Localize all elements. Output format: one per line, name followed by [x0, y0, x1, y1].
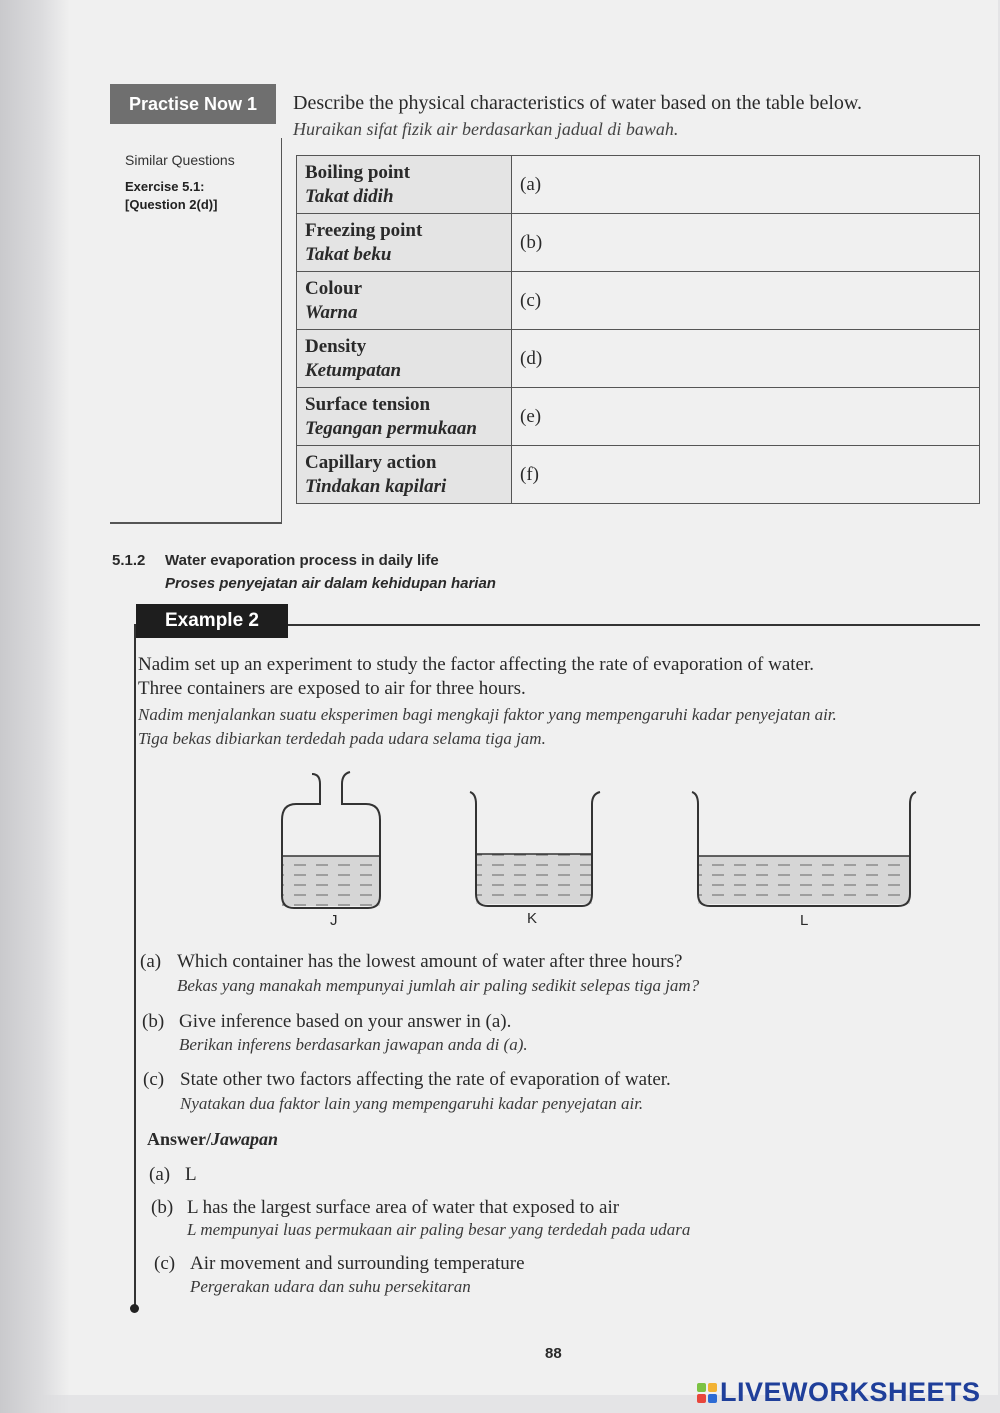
- section-title-malay: Proses penyejatan air dalam kehidupan harian: [165, 575, 496, 592]
- similar-questions-heading: Similar Questions: [125, 152, 235, 168]
- property-name-malay: Tindakan kapilari: [305, 475, 447, 497]
- container-k: [470, 792, 600, 906]
- question-a-label: (a): [140, 951, 162, 972]
- similar-exercise-ref: [125, 178, 217, 214]
- section-number: 5.1.2: [112, 552, 146, 569]
- practise-description-malay: Huraikan sifat fizik air berdasarkan jadual di bawah.: [293, 119, 679, 139]
- container-label-j: J: [330, 912, 338, 929]
- table-row: [297, 446, 980, 504]
- answer-cell-f[interactable]: (f): [512, 446, 980, 504]
- property-name: Colour: [305, 277, 362, 299]
- property-name-malay: Takat beku: [305, 243, 392, 265]
- property-cell: [297, 214, 512, 272]
- example-end-dot: [130, 1304, 139, 1313]
- question-b-malay: Berikan inferens berdasarkan jawapan anda di (a).: [179, 1035, 528, 1054]
- answer-b-malay: L mempunyai luas permukaan air paling besar yang terdedah pada udara: [187, 1220, 691, 1239]
- exercise-line: Exercise 5.1:: [125, 179, 205, 194]
- question-b-label: (b): [142, 1011, 165, 1032]
- property-cell: [297, 156, 512, 214]
- example-intro-line2: Three containers are exposed to air for three hours.: [138, 678, 526, 699]
- container-label-l: L: [800, 912, 809, 929]
- property-cell: [297, 446, 512, 504]
- liveworksheets-logo-icon: [696, 1382, 718, 1404]
- practise-now-label: Practise Now 1: [110, 84, 276, 124]
- answer-c-malay: Pergerakan udara dan suhu persekitaran: [190, 1277, 471, 1296]
- section-title: Water evaporation process in daily life: [165, 552, 439, 569]
- example-left-rule: [134, 624, 136, 1310]
- liveworksheets-watermark: [696, 1377, 981, 1408]
- container-l: [692, 792, 916, 906]
- answer-b-text: L has the largest surface area of water that exposed to air: [187, 1197, 620, 1218]
- container-j: [282, 772, 380, 908]
- question-a-malay: Bekas yang manakah mempunyai jumlah air paling sedikit selepas tiga jam?: [177, 976, 700, 995]
- property-name-malay: Warna: [305, 301, 358, 323]
- question-a-text: Which container has the lowest amount of water after three hours?: [177, 951, 683, 972]
- question-ref-line: [Question 2(d)]: [125, 197, 218, 212]
- example-intro-line1: Nadim set up an experiment to study the factor affecting the rate of evaporation of water.: [138, 654, 815, 675]
- container-label-k: K: [527, 910, 538, 927]
- answer-cell-a[interactable]: (a): [512, 156, 980, 214]
- property-cell: [297, 330, 512, 388]
- property-name: Surface tension: [305, 393, 431, 415]
- property-name-malay: Tegangan permukaan: [305, 417, 477, 439]
- answer-cell-b[interactable]: (b): [512, 214, 980, 272]
- question-c-malay: Nyatakan dua faktor lain yang mempengaruhi kadar penyejatan air.: [180, 1094, 644, 1113]
- example-label: Example 2: [136, 604, 288, 638]
- table-row: [297, 214, 980, 272]
- answer-b-label: (b): [151, 1197, 174, 1218]
- answer-cell-e[interactable]: (e): [512, 388, 980, 446]
- example-intro-malay-line2: Tiga bekas dibiarkan terdedah pada udara selama tiga jam.: [138, 729, 546, 748]
- answer-heading: [147, 1129, 278, 1150]
- similar-questions-panel: [110, 138, 282, 524]
- page-binding-shadow: [0, 0, 70, 1413]
- property-name-malay: Ketumpatan: [305, 359, 402, 381]
- question-c-text: State other two factors affecting the rate of evaporation of water.: [180, 1069, 671, 1090]
- question-b-text: Give inference based on your answer in (a).: [179, 1011, 512, 1032]
- example-intro-malay-line1: Nadim menjalankan suatu eksperimen bagi mengkaji faktor yang mempengaruhi kadar penyejatan air.: [138, 705, 837, 724]
- table-row: [297, 330, 980, 388]
- answer-c-label: (c): [154, 1253, 176, 1274]
- page-number: 88: [545, 1345, 562, 1362]
- property-name: Boiling point: [305, 161, 411, 183]
- liveworksheets-text: LIVEWORKSHEETS: [720, 1377, 981, 1407]
- property-cell: [297, 272, 512, 330]
- property-name: Capillary action: [305, 451, 437, 473]
- question-c-label: (c): [143, 1069, 165, 1090]
- table-row: [297, 156, 980, 214]
- property-cell: [297, 388, 512, 446]
- answer-heading-malay: Jawapan: [211, 1129, 279, 1149]
- property-name-malay: Takat didih: [305, 185, 394, 207]
- answer-cell-c[interactable]: (c): [512, 272, 980, 330]
- answer-heading-en: Answer/: [147, 1129, 211, 1149]
- answer-a-text: L: [185, 1164, 197, 1185]
- answer-a-label: (a): [149, 1164, 171, 1185]
- practise-description: Describe the physical characteristics of water based on the table below.: [293, 92, 863, 114]
- answer-c-text: Air movement and surrounding temperature: [190, 1253, 525, 1274]
- table-row: [297, 272, 980, 330]
- water-properties-table: [296, 155, 980, 504]
- answer-cell-d[interactable]: (d): [512, 330, 980, 388]
- evaporation-containers-diagram: [270, 760, 930, 940]
- property-name: Freezing point: [305, 219, 423, 241]
- table-row: [297, 388, 980, 446]
- property-name: Density: [305, 335, 367, 357]
